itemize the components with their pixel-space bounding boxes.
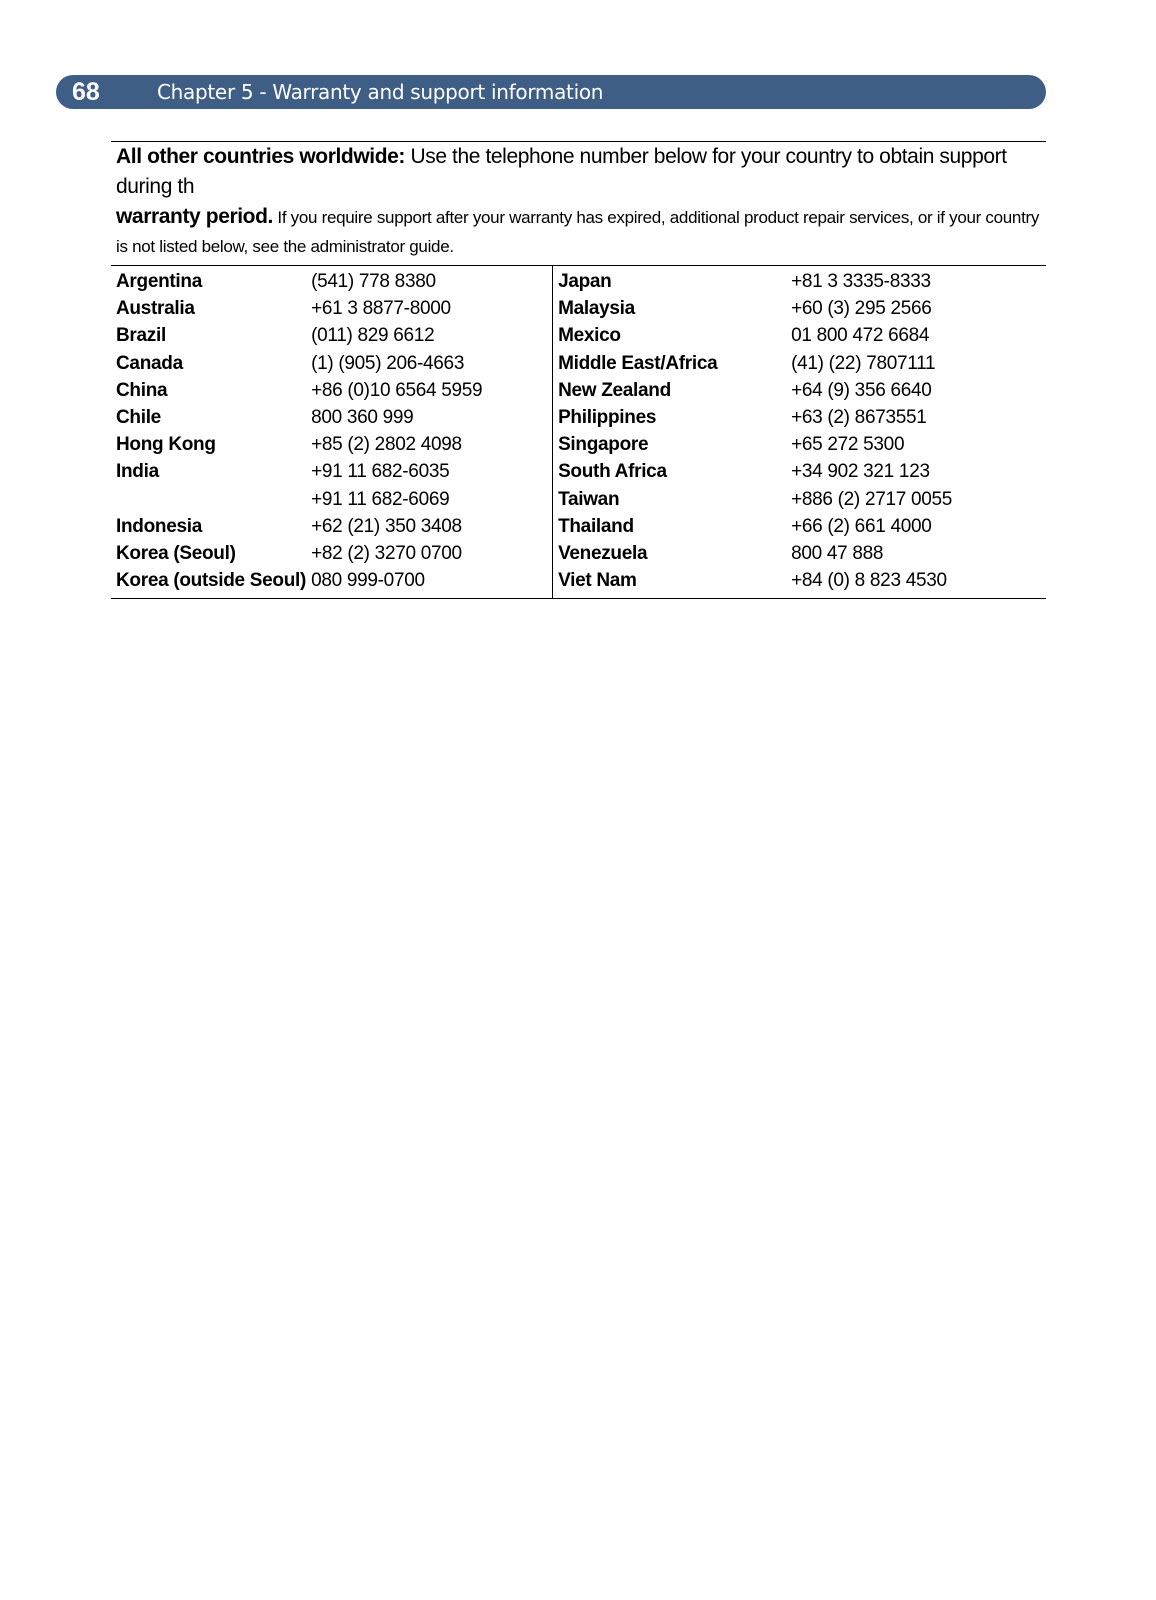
table-row bbox=[111, 458, 1046, 485]
page-number: 68 bbox=[72, 78, 100, 106]
table-row bbox=[111, 431, 1046, 458]
country-name: Chile bbox=[116, 407, 161, 429]
country-name: Hong Kong bbox=[116, 434, 216, 456]
country-name: Korea (outside Seoul) bbox=[116, 570, 307, 592]
country-name: Middle East/Africa bbox=[558, 352, 718, 374]
country-name: Japan bbox=[558, 271, 612, 293]
country-name: Philippines bbox=[558, 407, 657, 429]
phone-number: +61 3 8877-8000 bbox=[306, 295, 553, 322]
table-row bbox=[111, 404, 1046, 431]
phone-number: +84 (0) 8 823 4530 bbox=[791, 570, 947, 592]
phone-number: +60 (3) 295 2566 bbox=[791, 298, 932, 320]
country-name: China bbox=[116, 379, 168, 401]
country-name: Mexico bbox=[558, 325, 621, 347]
intro-lead-bold: All other countries worldwide: bbox=[116, 145, 406, 168]
country-name: Korea (Seoul) bbox=[116, 542, 236, 564]
country-name: Argentina bbox=[116, 271, 202, 293]
country-name: Thailand bbox=[558, 515, 634, 537]
country-name: New Zealand bbox=[558, 379, 671, 401]
phone-number: +63 (2) 8673551 bbox=[791, 407, 927, 429]
support-phone-table bbox=[111, 265, 1046, 599]
chapter-header-bar bbox=[56, 75, 1046, 109]
table-row bbox=[111, 266, 1046, 296]
phone-number: +81 3 3335-8333 bbox=[791, 271, 931, 293]
country-name: Viet Nam bbox=[558, 570, 637, 592]
phone-number: +62 (21) 350 3408 bbox=[306, 513, 553, 540]
country-name: Brazil bbox=[116, 325, 166, 347]
country-name: Taiwan bbox=[558, 488, 620, 510]
support-section bbox=[111, 141, 1046, 599]
table-row bbox=[111, 322, 1046, 349]
phone-number: 800 47 888 bbox=[791, 542, 884, 564]
intro-paragraph bbox=[111, 141, 1046, 265]
phone-number: (011) 829 6612 bbox=[306, 322, 553, 349]
country-name: Venezuela bbox=[558, 542, 648, 564]
country-name: Singapore bbox=[558, 434, 649, 456]
intro-warranty-period: warranty period. bbox=[116, 205, 273, 228]
phone-number: (541) 778 8380 bbox=[306, 266, 553, 296]
table-row bbox=[111, 377, 1046, 404]
phone-number: +91 11 682-6035 bbox=[306, 458, 553, 485]
table-row bbox=[111, 513, 1046, 540]
table-row bbox=[111, 567, 1046, 599]
country-name: Malaysia bbox=[558, 298, 635, 320]
table-row bbox=[111, 540, 1046, 567]
phone-number: (1) (905) 206-4663 bbox=[306, 350, 553, 377]
table-row bbox=[111, 295, 1046, 322]
phone-number: +886 (2) 2717 0055 bbox=[791, 488, 953, 510]
phone-number: 800 360 999 bbox=[306, 404, 553, 431]
phone-number: +82 (2) 3270 0700 bbox=[306, 540, 553, 567]
phone-number: +64 (9) 356 6640 bbox=[791, 379, 932, 401]
chapter-title: Chapter 5 - Warranty and support information bbox=[157, 80, 604, 104]
phone-number: (41) (22) 7807111 bbox=[791, 352, 936, 374]
phone-number: +86 (0)10 6564 5959 bbox=[306, 377, 553, 404]
phone-number: +65 272 5300 bbox=[791, 434, 905, 456]
table-row bbox=[111, 486, 1046, 513]
phone-number: 080 999-0700 bbox=[306, 567, 553, 599]
intro-lead-text: Use the telephone number below for your country to obtain support during th bbox=[116, 145, 1007, 198]
country-name: South Africa bbox=[558, 461, 667, 483]
phone-number: +91 11 682-6069 bbox=[306, 486, 553, 513]
table-row bbox=[111, 350, 1046, 377]
country-name: Indonesia bbox=[116, 515, 202, 537]
phone-number: +34 902 321 123 bbox=[791, 461, 930, 483]
phone-number: +85 (2) 2802 4098 bbox=[306, 431, 553, 458]
country-name: Australia bbox=[116, 298, 195, 320]
country-name: India bbox=[116, 461, 159, 483]
country-name: Canada bbox=[116, 352, 183, 374]
intro-small-text: If you require support after your warranty has expired, additional product repair services, or if your country is not listed below, see the administrator guide. bbox=[116, 208, 1040, 256]
phone-number: 01 800 472 6684 bbox=[791, 325, 930, 347]
phone-number: +66 (2) 661 4000 bbox=[791, 515, 932, 537]
country-name bbox=[111, 486, 306, 513]
